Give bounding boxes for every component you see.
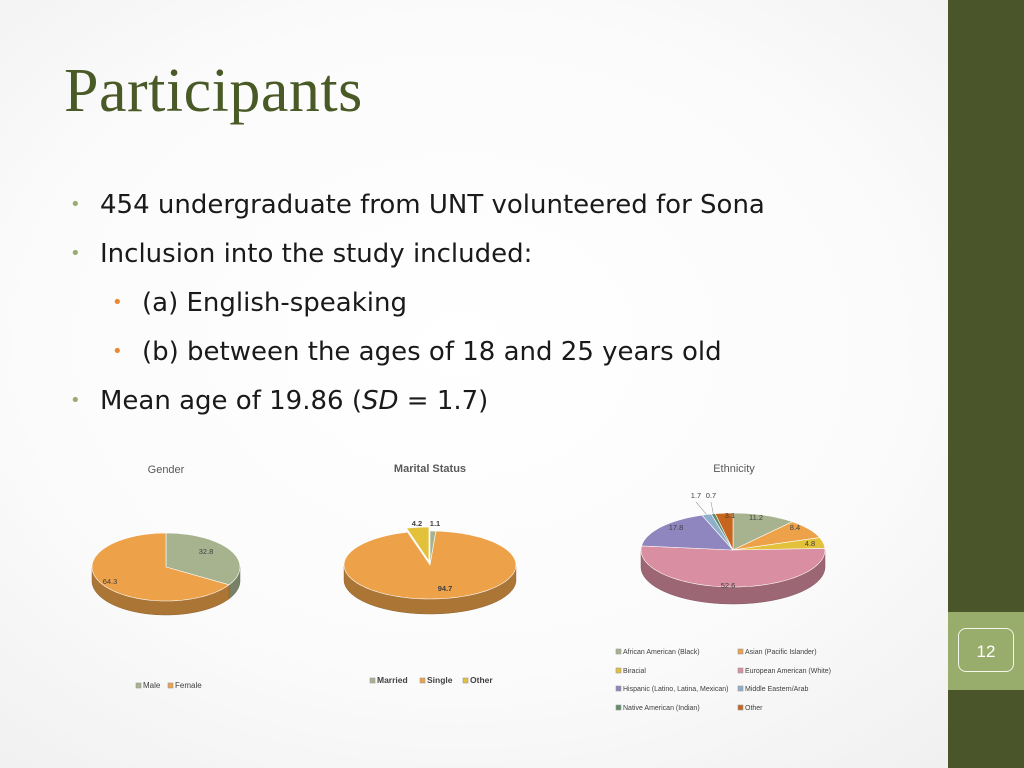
- data-label: 8.4: [789, 523, 801, 532]
- legend-swatch: [616, 649, 621, 654]
- legend-label: Middle Eastern/Arab: [745, 686, 809, 693]
- bullet-dot-icon: •: [70, 243, 81, 264]
- legend-label: Male: [143, 681, 161, 690]
- page-number-box: [948, 612, 1024, 690]
- legend-label: Hispanic (Latino, Latina, Mexican): [623, 686, 729, 693]
- legend-swatch: [738, 668, 743, 673]
- legend-label: Other: [745, 705, 763, 712]
- legend-label: Native American (Indian): [623, 705, 700, 712]
- chart-title: Ethnicity: [713, 463, 755, 475]
- ethnicity-pie-chart: [616, 463, 831, 712]
- bullet-text: Mean age of 19.86 (SD = 1.7): [100, 386, 489, 416]
- bullet-dot-icon: •: [70, 194, 81, 215]
- marital-status-pie-chart: [344, 463, 516, 685]
- data-label: 32.8: [198, 547, 214, 556]
- bullet-text: 454 undergraduate from UNT volunteered for Sona: [100, 190, 765, 220]
- legend-swatch: [420, 678, 425, 683]
- legend-swatch: [370, 678, 375, 683]
- bullet-dot-icon: •: [112, 292, 123, 313]
- bullet-text: (a) English-speaking: [142, 288, 407, 318]
- page-number: 12: [976, 642, 996, 661]
- data-label: 1.7: [690, 491, 702, 500]
- data-label: 64.3: [102, 577, 118, 586]
- legend-swatch: [168, 683, 173, 688]
- legend-swatch: [136, 683, 141, 688]
- legend-label: African American (Black): [623, 649, 700, 656]
- legend-label: Asian (Pacific Islander): [745, 649, 817, 656]
- bullet-text: Inclusion into the study included:: [100, 239, 533, 269]
- chart-title: Gender: [147, 464, 185, 476]
- legend-swatch: [463, 678, 468, 683]
- data-label: 11.2: [748, 513, 764, 522]
- legend-label: Single: [427, 675, 453, 685]
- legend-label: Married: [377, 675, 408, 685]
- data-label: 4.8: [804, 539, 816, 548]
- legend-swatch: [616, 668, 621, 673]
- data-label: 17.8: [668, 523, 684, 532]
- data-label: 1.1: [429, 519, 441, 528]
- data-label: 4.2: [411, 519, 423, 528]
- data-label: 3.1: [724, 511, 736, 520]
- legend-label: Other: [470, 675, 493, 685]
- legend-label: European American (White): [745, 668, 831, 675]
- bullet-text: (b) between the ages of 18 and 25 years old: [142, 337, 722, 367]
- legend-label: Biracial: [623, 668, 646, 675]
- leader-line: [711, 502, 713, 514]
- legend-swatch: [616, 686, 621, 691]
- legend-swatch: [616, 705, 621, 710]
- gender-pie-chart: [92, 464, 240, 690]
- chart-title: Marital Status: [393, 463, 467, 475]
- legend-swatch: [738, 705, 743, 710]
- bullet-dot-icon: •: [70, 390, 81, 411]
- legend-swatch: [738, 649, 743, 654]
- slide-title: Participants: [64, 57, 363, 125]
- data-label: 52.6: [720, 581, 736, 590]
- data-label: 94.7: [437, 584, 453, 593]
- legend-swatch: [738, 686, 743, 691]
- legend-label: Female: [175, 681, 202, 690]
- bullet-dot-icon: •: [112, 341, 123, 362]
- leader-line: [696, 502, 707, 515]
- data-label: 0.7: [705, 491, 717, 500]
